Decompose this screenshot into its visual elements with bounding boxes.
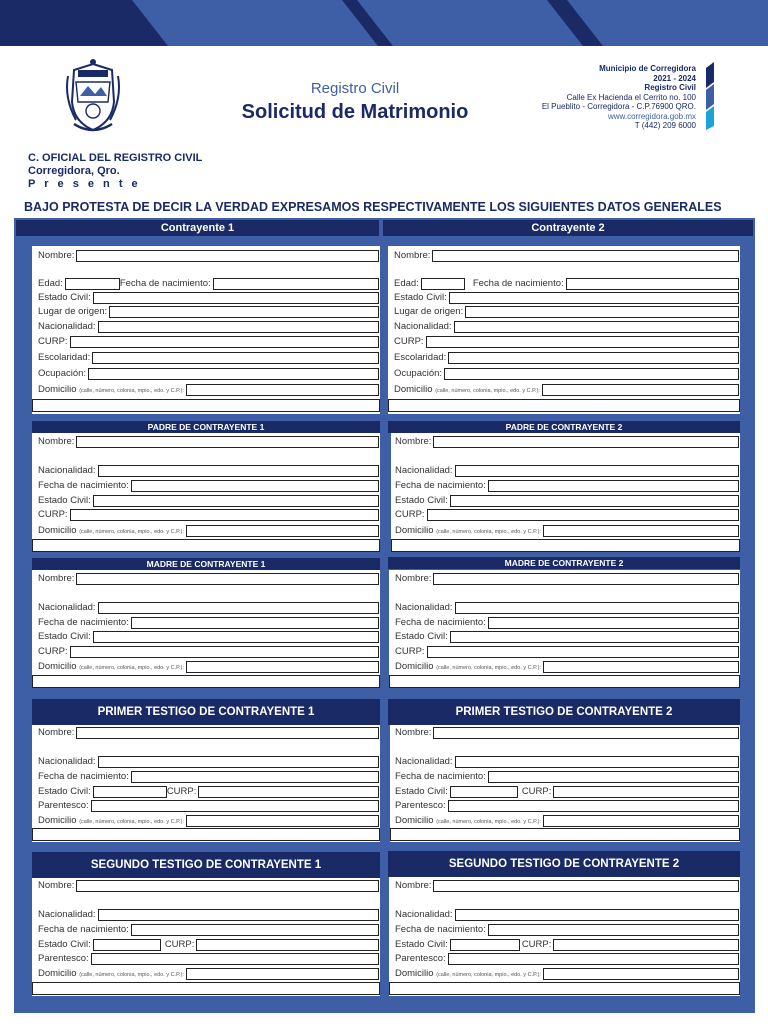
primer-testigo-2-nombre-row (395, 726, 739, 739)
estado-civil-label: Estado Civil: (38, 495, 91, 506)
madre-2-estado-civil-field[interactable] (450, 631, 739, 643)
domicilio-label: Domicilio (calle, número, colonia, mpio., edo. y C.P.): (38, 968, 184, 979)
segundo-testigo-2-nacionalidad-field[interactable] (455, 909, 739, 921)
contrayente-2-nombre-field[interactable] (432, 250, 739, 262)
estado-civil-label: Estado Civil: (394, 292, 447, 303)
addressee-block (28, 152, 202, 191)
nacionalidad-label: Nacionalidad: (38, 909, 96, 920)
padre-1-fecha-nacimiento-field[interactable] (131, 480, 379, 492)
padre-2-nombre-field[interactable] (433, 436, 739, 448)
section-header-primer-testigo-1: PRIMER TESTIGO DE CONTRAYENTE 1 (32, 699, 380, 725)
contrayente-1-nombre-row (38, 249, 379, 262)
contrayente-2-ocupacion-row (394, 367, 739, 380)
segundo-testigo-1-nombre-field[interactable] (76, 880, 379, 892)
primer-testigo-1-nacionalidad-row (38, 755, 379, 768)
nacionalidad-label: Nacionalidad: (395, 756, 453, 767)
curp-label: CURP: (521, 786, 552, 797)
section-header-segundo-testigo-2: SEGUNDO TESTIGO DE CONTRAYENTE 2 (388, 851, 740, 877)
madre-2-nacionalidad-row (395, 601, 739, 614)
domicilio-label: Domicilio (calle, número, colonia, mpio., edo. y C.P.): (394, 384, 540, 395)
document-title (220, 80, 490, 124)
section-header-madre-2: MADRE DE CONTRAYENTE 2 (388, 557, 740, 569)
nacionalidad-label: Nacionalidad: (38, 321, 96, 332)
domicilio-hint: (calle, número, colonia, mpio., edo. y C.P.): (435, 388, 540, 394)
parentesco-label: Parentesco: (38, 953, 89, 964)
domicilio-label: Domicilio (calle, número, colonia, mpio., edo. y C.P.): (38, 661, 184, 672)
primer-testigo-1-curp-field[interactable] (198, 786, 379, 798)
section-header-primer-testigo-2: PRIMER TESTIGO DE CONTRAYENTE 2 (388, 699, 740, 725)
estado-civil-label: Estado Civil: (395, 631, 448, 642)
padre-2-nombre-row (395, 435, 739, 448)
website-link[interactable]: www.corregidora.gob.mx (607, 111, 696, 121)
primer-testigo-1-domicilio-continuation-field[interactable] (32, 828, 380, 841)
madre-2-estado-civil-row (395, 630, 739, 643)
contrayente-2-nacionalidad-field[interactable] (454, 321, 739, 333)
padre-1-nacionalidad-row (38, 464, 379, 477)
primer-testigo-1-fecha-nacimiento-field[interactable] (131, 771, 379, 783)
contrayente-2-domicilio-continuation-field[interactable] (388, 399, 740, 412)
nombre-label: Nombre: (38, 573, 75, 584)
madre-2-curp-row (395, 645, 739, 658)
domicilio-hint: (calle, número, colonia, mpio., edo. y C.P.): (436, 972, 541, 978)
contrayente-2-domicilio-row (394, 383, 739, 396)
padre-1-nombre-field[interactable] (76, 436, 379, 448)
estado-civil-label: Estado Civil: (38, 939, 91, 950)
primer-testigo-2-curp-field[interactable] (553, 786, 739, 798)
padre-2-curp-field[interactable] (427, 509, 739, 521)
domicilio-hint: (calle, número, colonia, mpio., edo. y C.P.): (79, 972, 184, 978)
contrayente-2-estado-civil-field[interactable] (449, 292, 739, 304)
padre-2-estado-civil-field[interactable] (450, 495, 739, 507)
madre-1-nacionalidad-row (38, 601, 379, 614)
domicilio-hint: (calle, número, colonia, mpio., edo. y C.P.): (436, 529, 541, 535)
municipality-name: Municipio de Corregidora (599, 64, 696, 73)
ocupacion-label: Ocupación: (38, 368, 87, 379)
madre-2-domicilio-continuation-field[interactable] (389, 675, 740, 688)
padre-1-fecha-nacimiento-row (38, 479, 379, 492)
padre-2-fecha-nacimiento-row (395, 479, 739, 492)
contrayente-1-edad-row (38, 277, 379, 290)
contrayente-1-nombre-field[interactable] (76, 250, 379, 262)
madre-2-nombre-field[interactable] (433, 573, 739, 585)
curp-label: CURP: (395, 646, 425, 657)
padre-1-estado-civil-field[interactable] (93, 495, 379, 507)
domicilio-label: Domicilio (calle, número, colonia, mpio., edo. y C.P.): (38, 384, 184, 395)
municipality-period: 2021 - 2024 (653, 73, 696, 83)
segundo-testigo-2-curp-field[interactable] (553, 939, 739, 951)
nombre-label: Nombre: (395, 573, 432, 584)
primer-testigo-2-estado-civil-field[interactable] (450, 786, 518, 798)
curp-label: CURP: (521, 939, 552, 950)
contrayente-1-lugar-origen-field[interactable] (109, 306, 379, 318)
contrayente-2-edad-field[interactable] (421, 278, 465, 290)
contrayente-1-estado-civil-field[interactable] (93, 292, 379, 304)
nombre-label: Nombre: (38, 436, 75, 447)
segundo-testigo-2-fecha-nacimiento-field[interactable] (488, 924, 739, 936)
curp-label: CURP: (395, 509, 425, 520)
segundo-testigo-1-domicilio-field[interactable] (186, 968, 379, 980)
primer-testigo-2-parentesco-row (395, 799, 739, 812)
contrayente-1-fecha-nacimiento-field[interactable] (213, 278, 379, 290)
primer-testigo-1-domicilio-row (38, 814, 379, 827)
nacionalidad-label: Nacionalidad: (38, 756, 96, 767)
segundo-testigo-1-nacionalidad-row (38, 908, 379, 921)
padre-1-domicilio-field[interactable] (186, 525, 379, 537)
escolaridad-label: Escolaridad: (394, 352, 447, 363)
madre-1-nacionalidad-field[interactable] (98, 602, 379, 614)
segundo-testigo-2-nombre-field[interactable] (433, 880, 739, 892)
domicilio-label: Domicilio (calle, número, colonia, mpio., edo. y C.P.): (395, 661, 541, 672)
fecha-nacimiento-label: Fecha de nacimiento: (395, 771, 486, 782)
padre-1-curp-field[interactable] (70, 509, 379, 521)
contrayente-2-edad-row (394, 277, 739, 290)
estado-civil-label: Estado Civil: (395, 939, 448, 950)
segundo-testigo-2-parentesco-field[interactable] (448, 953, 739, 965)
nombre-label: Nombre: (395, 727, 432, 738)
madre-1-nombre-field[interactable] (76, 573, 379, 585)
primer-testigo-1-nacionalidad-field[interactable] (98, 756, 379, 768)
estado-civil-label: Estado Civil: (395, 786, 448, 797)
fecha-nacimiento-label: Fecha de nacimiento: (472, 278, 564, 289)
segundo-testigo-1-nacionalidad-field[interactable] (98, 909, 379, 921)
nombre-label: Nombre: (38, 250, 75, 261)
domicilio-label: Domicilio (calle, número, colonia, mpio., edo. y C.P.): (395, 525, 541, 536)
padre-2-domicilio-continuation-field[interactable] (391, 539, 740, 552)
primer-testigo-2-domicilio-row (395, 814, 739, 827)
primer-testigo-1-parentesco-field[interactable] (91, 800, 379, 812)
nombre-label: Nombre: (38, 727, 75, 738)
segundo-testigo-2-fecha-nacimiento-row (395, 923, 739, 936)
top-banner (0, 0, 768, 46)
nacionalidad-label: Nacionalidad: (38, 602, 96, 613)
madre-2-domicilio-row (395, 660, 739, 673)
fecha-nacimiento-label: Fecha de nacimiento: (395, 617, 486, 628)
madre-1-domicilio-row (38, 660, 379, 673)
address-line-1: Calle Ex Hacienda el Cerrito no. 100 (566, 92, 696, 102)
banner-stripe (132, 0, 378, 46)
padre-2-estado-civil-row (395, 494, 739, 507)
estado-civil-label: Estado Civil: (38, 786, 91, 797)
curp-label: CURP: (166, 786, 197, 797)
contrayente-1-nacionalidad-field[interactable] (98, 321, 379, 333)
contrayente-1-estado-civil-row (38, 291, 379, 304)
contrayente-2-escolaridad-row (394, 351, 739, 364)
nombre-label: Nombre: (38, 880, 75, 891)
contrayente-1-domicilio-continuation-field[interactable] (32, 399, 380, 412)
domicilio-label: Domicilio (calle, número, colonia, mpio., edo. y C.P.): (395, 815, 541, 826)
primer-testigo-1-domicilio-field[interactable] (186, 815, 379, 827)
curp-label: CURP: (164, 939, 195, 950)
segundo-testigo-1-estado-civil-field[interactable] (93, 939, 161, 951)
contrayente-2-estado-civil-row (394, 291, 739, 304)
estado-civil-label: Estado Civil: (395, 495, 448, 506)
contrayente-1-escolaridad-row (38, 351, 379, 364)
contrayente-2-lugar-origen-field[interactable] (465, 306, 739, 318)
document-subtitle: Registro Civil (310, 80, 400, 97)
estado-civil-label: Estado Civil: (38, 292, 91, 303)
estado-civil-label: Estado Civil: (38, 631, 91, 642)
addressee-line-2: Corregidora, Qro. (28, 165, 120, 177)
nombre-label: Nombre: (394, 250, 431, 261)
domicilio-label: Domicilio (calle, número, colonia, mpio., edo. y C.P.): (38, 525, 184, 536)
fecha-nacimiento-label: Fecha de nacimiento: (119, 278, 211, 289)
primer-testigo-1-fecha-nacimiento-row (38, 770, 379, 783)
contrayente-2-curp-field[interactable] (426, 336, 739, 348)
domicilio-hint: (calle, número, colonia, mpio., edo. y C.P.): (79, 665, 184, 671)
segundo-testigo-1-fecha-nacimiento-field[interactable] (131, 924, 379, 936)
parentesco-label: Parentesco: (395, 800, 446, 811)
padre-1-nombre-row (38, 435, 379, 448)
domicilio-hint: (calle, número, colonia, mpio., edo. y C.P.): (436, 819, 541, 825)
declaration-statement: BAJO PROTESTA DE DECIR LA VERDAD EXPRESAMOS RESPECTIVAMENTE LOS SIGUIENTES DATOS GENERALES (24, 200, 722, 214)
padre-2-nacionalidad-row (395, 464, 739, 477)
primer-testigo-2-nacionalidad-row (395, 755, 739, 768)
padre-2-curp-row (395, 508, 739, 521)
municipality-info (542, 64, 696, 131)
addressee-line-1: C. OFICIAL DEL REGISTRO CIVIL (28, 152, 203, 164)
curp-label: CURP: (394, 336, 424, 347)
banner-stripe (357, 0, 583, 46)
escolaridad-label: Escolaridad: (38, 352, 91, 363)
nacionalidad-label: Nacionalidad: (395, 602, 453, 613)
parentesco-label: Parentesco: (395, 953, 446, 964)
padre-1-estado-civil-row (38, 494, 379, 507)
madre-2-domicilio-field[interactable] (543, 661, 739, 673)
primer-testigo-1-estado-civil-row (38, 785, 379, 798)
primer-testigo-2-domicilio-continuation-field[interactable] (390, 828, 740, 841)
madre-2-fecha-nacimiento-field[interactable] (488, 617, 739, 629)
contrayente-2-nombre-row (394, 249, 739, 262)
municipal-seal-logo (62, 58, 124, 132)
segundo-testigo-2-domicilio-continuation-field[interactable] (389, 982, 740, 995)
madre-1-estado-civil-row (38, 630, 379, 643)
madre-1-domicilio-continuation-field[interactable] (32, 675, 380, 688)
contrayente-1-lugar-origen-row (38, 305, 379, 318)
edad-label: Edad: (38, 278, 63, 289)
segundo-testigo-2-domicilio-field[interactable] (543, 968, 739, 980)
segundo-testigo-1-nombre-row (38, 879, 379, 892)
banner-stripe (567, 0, 768, 46)
addressee-line-3: P r e s e n t e (28, 178, 141, 190)
parentesco-label: Parentesco: (38, 800, 89, 811)
segundo-testigo-1-parentesco-field[interactable] (91, 953, 379, 965)
contrayente-1-curp-row (38, 335, 379, 348)
primer-testigo-2-fecha-nacimiento-row (395, 770, 739, 783)
madre-1-nombre-row (38, 572, 379, 585)
edad-label: Edad: (394, 278, 419, 289)
nacionalidad-label: Nacionalidad: (395, 465, 453, 476)
primer-testigo-2-nacionalidad-field[interactable] (455, 756, 739, 768)
domicilio-label: Domicilio (calle, número, colonia, mpio., edo. y C.P.): (38, 815, 184, 826)
contrayente-1-domicilio-field[interactable] (186, 384, 379, 396)
fecha-nacimiento-label: Fecha de nacimiento: (395, 480, 486, 491)
contrayente-1-edad-field[interactable] (65, 278, 120, 290)
phone-number: T (442) 209 6000 (634, 121, 696, 130)
ocupacion-label: Ocupación: (394, 368, 443, 379)
domicilio-hint: (calle, número, colonia, mpio., edo. y C.P.): (79, 819, 184, 825)
contrayente-1-curp-field[interactable] (70, 336, 379, 348)
madre-1-curp-field[interactable] (70, 646, 379, 658)
curp-label: CURP: (38, 509, 68, 520)
nacionalidad-label: Nacionalidad: (38, 465, 96, 476)
fecha-nacimiento-label: Fecha de nacimiento: (395, 924, 486, 935)
contrayente-2-nacionalidad-row (394, 320, 739, 333)
segundo-testigo-1-domicilio-row (38, 967, 379, 980)
segundo-testigo-1-estado-civil-row (38, 938, 379, 951)
contrayente-2-fecha-nacimiento-field[interactable] (566, 278, 739, 290)
segundo-testigo-1-curp-field[interactable] (196, 939, 379, 951)
padre-2-domicilio-field[interactable] (543, 525, 739, 537)
contrayente-2-lugar-origen-row (394, 305, 739, 318)
madre-1-curp-row (38, 645, 379, 658)
primer-testigo-2-nombre-field[interactable] (433, 727, 739, 739)
padre-2-domicilio-row (395, 524, 739, 537)
padre-1-domicilio-continuation-field[interactable] (32, 539, 380, 552)
contrayente-1-ocupacion-field[interactable] (88, 368, 379, 380)
padre-1-nacionalidad-field[interactable] (98, 465, 379, 477)
section-header-padre-1: PADRE DE CONTRAYENTE 1 (32, 421, 380, 433)
column-header-contrayente-1: Contrayente 1 (16, 220, 379, 236)
primer-testigo-2-estado-civil-row (395, 785, 739, 798)
segundo-testigo-1-domicilio-continuation-field[interactable] (32, 982, 380, 995)
contrayente-1-ocupacion-row (38, 367, 379, 380)
domicilio-hint: (calle, número, colonia, mpio., edo. y C.P.): (79, 529, 184, 535)
lugar-origen-label: Lugar de origen: (394, 306, 464, 317)
padre-1-curp-row (38, 508, 379, 521)
domicilio-hint: (calle, número, colonia, mpio., edo. y C.P.): (79, 388, 184, 394)
contrayente-2-domicilio-field[interactable] (542, 384, 739, 396)
padre-2-fecha-nacimiento-field[interactable] (488, 480, 739, 492)
contrayente-2-curp-row (394, 335, 739, 348)
madre-1-fecha-nacimiento-row (38, 616, 379, 629)
madre-1-estado-civil-field[interactable] (93, 631, 379, 643)
contrayente-2-escolaridad-field[interactable] (448, 352, 739, 364)
curp-label: CURP: (38, 646, 68, 657)
section-header-segundo-testigo-1: SEGUNDO TESTIGO DE CONTRAYENTE 1 (32, 852, 380, 878)
lugar-origen-label: Lugar de origen: (38, 306, 108, 317)
segundo-testigo-1-parentesco-row (38, 952, 379, 965)
madre-2-nombre-row (395, 572, 739, 585)
contrayente-2-ocupacion-field[interactable] (444, 368, 739, 380)
segundo-testigo-2-nacionalidad-row (395, 908, 739, 921)
segundo-testigo-2-estado-civil-row (395, 938, 739, 951)
fecha-nacimiento-label: Fecha de nacimiento: (38, 924, 129, 935)
primer-testigo-2-fecha-nacimiento-field[interactable] (488, 771, 739, 783)
madre-1-fecha-nacimiento-field[interactable] (131, 617, 379, 629)
segundo-testigo-1-fecha-nacimiento-row (38, 923, 379, 936)
primer-testigo-1-estado-civil-field[interactable] (93, 786, 167, 798)
madre-1-domicilio-field[interactable] (186, 661, 379, 673)
primer-testigo-1-nombre-field[interactable] (76, 727, 379, 739)
padre-1-domicilio-row (38, 524, 379, 537)
contrayente-1-nacionalidad-row (38, 320, 379, 333)
segundo-testigo-2-domicilio-row (395, 967, 739, 980)
madre-2-nacionalidad-field[interactable] (455, 602, 739, 614)
nombre-label: Nombre: (395, 436, 432, 447)
section-header-padre-2: PADRE DE CONTRAYENTE 2 (388, 421, 740, 433)
address-line-2: El Pueblito - Corregidora - C.P.76900 QRO. (541, 102, 696, 111)
column-header-contrayente-2: Contrayente 2 (383, 220, 753, 236)
segundo-testigo-2-estado-civil-field[interactable] (450, 939, 520, 951)
nacionalidad-label: Nacionalidad: (395, 909, 453, 920)
primer-testigo-2-parentesco-field[interactable] (448, 800, 739, 812)
primer-testigo-1-parentesco-row (38, 799, 379, 812)
domicilio-label: Domicilio (calle, número, colonia, mpio., edo. y C.P.): (395, 968, 541, 979)
segundo-testigo-2-nombre-row (395, 879, 739, 892)
section-header-madre-1: MADRE DE CONTRAYENTE 1 (32, 558, 380, 570)
brand-stripes-icon (704, 60, 716, 130)
padre-2-nacionalidad-field[interactable] (455, 465, 739, 477)
fecha-nacimiento-label: Fecha de nacimiento: (38, 771, 129, 782)
contrayente-1-escolaridad-field[interactable] (92, 352, 379, 364)
domicilio-hint: (calle, número, colonia, mpio., edo. y C.P.): (436, 665, 541, 671)
contrayente-1-domicilio-row (38, 383, 379, 396)
segundo-testigo-2-parentesco-row (395, 952, 739, 965)
primer-testigo-2-domicilio-field[interactable] (543, 815, 739, 827)
curp-label: CURP: (38, 336, 68, 347)
fecha-nacimiento-label: Fecha de nacimiento: (38, 617, 129, 628)
fecha-nacimiento-label: Fecha de nacimiento: (38, 480, 129, 491)
nombre-label: Nombre: (395, 880, 432, 891)
primer-testigo-1-nombre-row (38, 726, 379, 739)
office-name: Registro Civil (644, 83, 696, 92)
madre-2-fecha-nacimiento-row (395, 616, 739, 629)
madre-2-curp-field[interactable] (427, 646, 739, 658)
document-main-title: Solicitud de Matrimonio (241, 101, 469, 123)
nacionalidad-label: Nacionalidad: (394, 321, 452, 332)
